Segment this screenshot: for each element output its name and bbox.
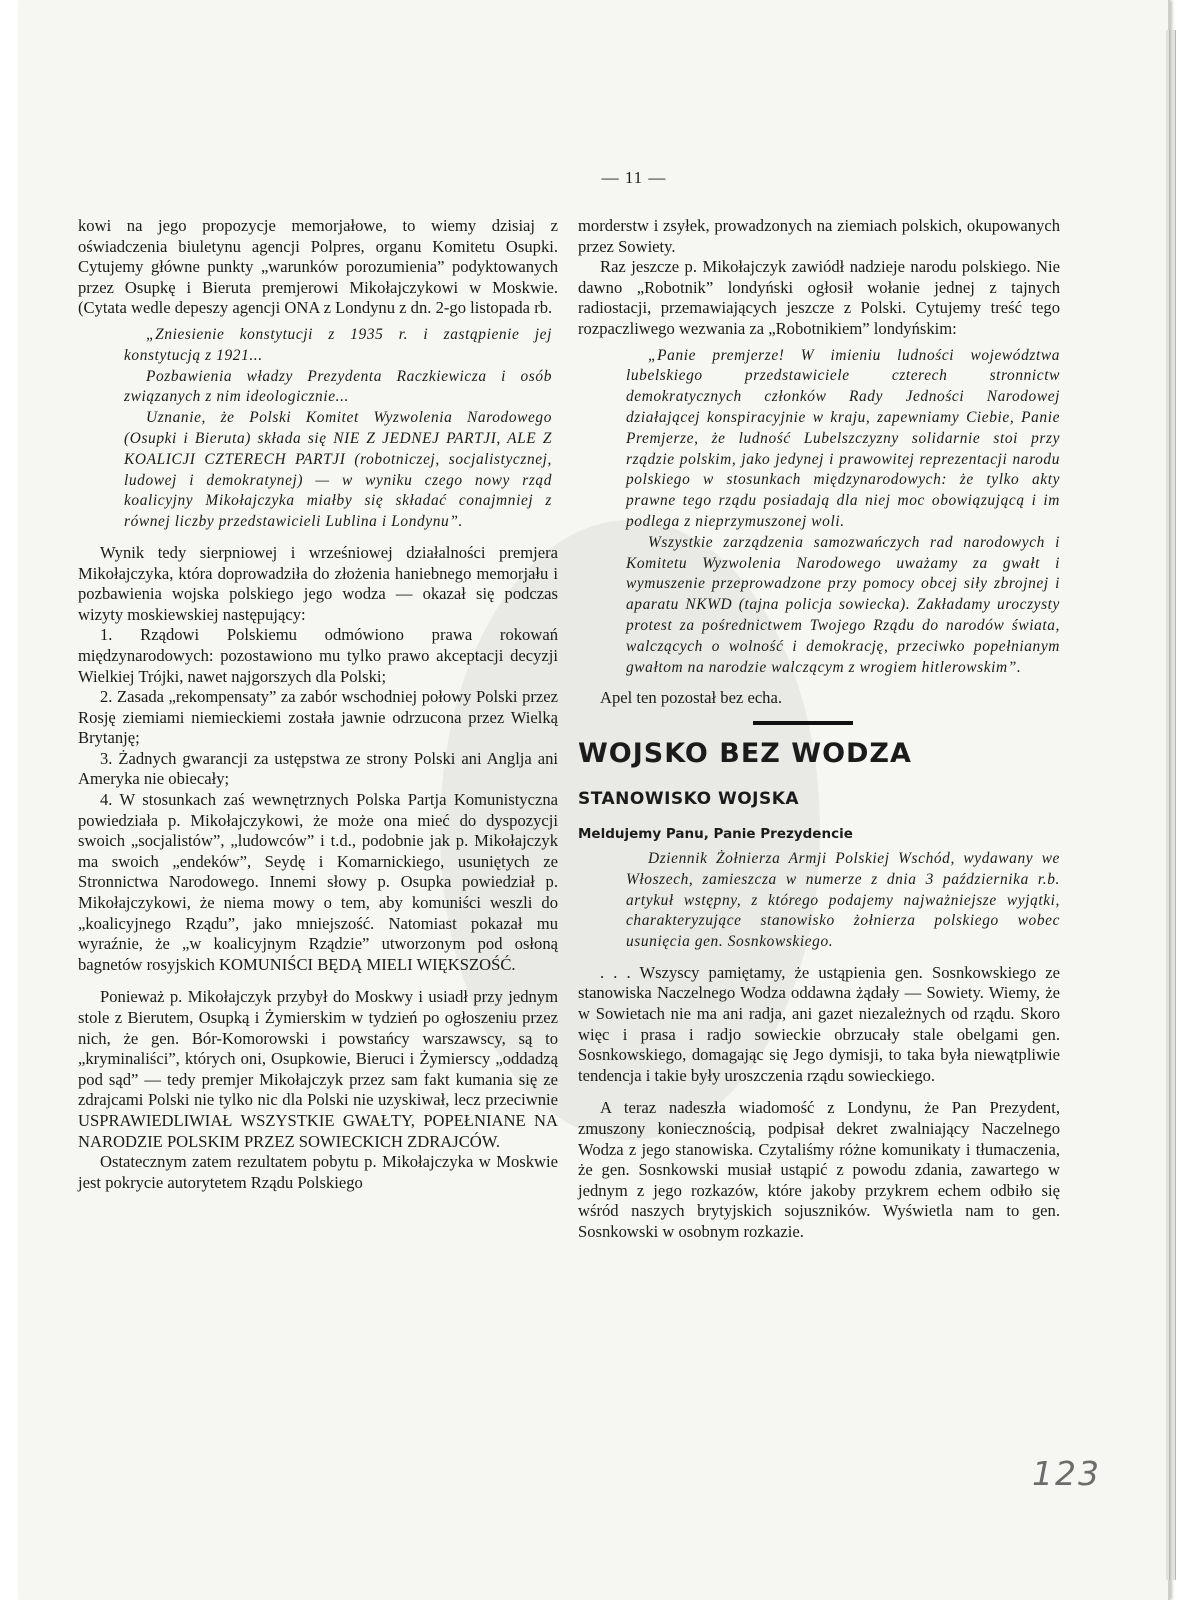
- section-heading: WOJSKO BEZ WODZA: [578, 737, 912, 769]
- quote-paragraph: „Panie premjerze! W imieniu ludności województwa lubelskiego przedstawiciele czterech stronnictw demokratycznych członków Rady Jedności Narodowej działającej konspiracyjnie w kraju, zapewniamy Ciebie, Panie Premjerze, że ludność Lubelszczyzny solidarnie stoi przy rządzie polskim, jako jedynej i prawowitej reprezentacji narodu polskiego w stosunkach międzynarodowych: że tylko akty prawne tego rządu posiadają dla niej moc obowiązującą i im podlega z nieprzymuszonej woli.: [626, 346, 1060, 530]
- list-item: 1. Rządowi Polskiemu odmówiono prawa rokowań międzynarodowych: pozostawiono mu tylko prawo akceptacji decyzji Wielkiej Trójki, nawet najgorszych dla Polski;: [78, 625, 558, 686]
- list-item: 2. Zasada „rekompensaty” za zabór wschodniej połowy Polski przez Rosję ziemiami niemieckiemi została jawnie odrzucona przez Wielką Brytanję;: [78, 687, 558, 748]
- quote-block: [124, 325, 552, 533]
- paragraph: A teraz nadeszła wiadomość z Londynu, że Pan Prezydent, zmuszony koniecznością, podpisał dekret zwalniający Naczelnego Wodza z jego stanowiska. Czytaliśmy różne komunikaty i tłumaczenia, że gen. Sosnkowski musiał ustąpić z powodu zdania, zawartego w jednym z jego rozkazów, które jakoby przykrem echem odbiło się wśród naszych brytyjskich sojuszników. Wyświetla nam to gen. Sosnkowski w osobnym rozkazie.: [578, 1098, 1060, 1242]
- quote-paragraph: Wszystkie zarządzenia samozwańczych rad narodowych i Komitetu Wyzwolenia Narodowego uważamy za gwałt i wymuszenie przeprowadzone przy pomocy obcej siły zbrojnej i aparatu NKWD (tajna policja sowiecka). Zakładamy uroczysty protest za pośrednictwem Twojego Rządu do narodów świata, walczących o wolność i demokrację, przeciwko popełnianym gwałtom na narodzie walczącym z wrogiem hitlerowskim”.: [626, 533, 1060, 676]
- paragraph: kowi na jego propozycje memorjałowe, to wiemy dzisiaj z oświadczenia biuletynu agencji Polpres, organu Komitetu Osupki. Cytujemy główne punkty „warunków porozumienia” podyktowanych przez Osupkę i Bieruta premjerowi Mikołajczykowi w Moskwie. (Cytata wedle depeszy agencji ONA z Londynu z dn. 2-go listopada rb.: [78, 216, 558, 318]
- paragraph: . . . Wszyscy pamiętamy, że ustąpienia gen. Sosnkowskiego ze stanowiska Naczelnego Wodza oddawna żądały — Sowiety. Wiemy, że w Sowietach nie ma ani radja, ani gazet niezależnych od rządu. Skoro więc i prasa i radjo sowieckie obrzucały stale obelgami gen. Sosnkowskiego, domagając się Jego dymisji, to taka była niewątpliwie tendencja i takie były uroszczenia rządu sowieckiego.: [578, 962, 1060, 1085]
- intro-paragraph: Dziennik Żołnierza Armji Polskiej Wschód, wydawany we Włoszech, zamieszcza w numerze z dnia 3 października r.b. artykuł wstępny, z którego podajemy najważniejsze wyjątki, charakteryzujące stanowisko żołnierza polskiego wobec usunięcia gen. Sosnkowskiego.: [626, 849, 1060, 951]
- article-title: Meldujemy Panu, Panie Prezydencie: [578, 825, 853, 842]
- section-subheading: STANOWISKO WOJSKA: [578, 788, 800, 809]
- page-edge: [1166, 30, 1170, 1580]
- page-number: — 11 —: [601, 168, 667, 187]
- quote-paragraph: Uznanie, że Polski Komitet Wyzwolenia Narodowego (Osupki i Bieruta) składa się NIE Z JEDNEJ PARTJI, ALE Z KOALICJI CZTERECH PARTJI (robotniczej, socjalistycznej, ludowej i demokratynej) — w wyniku czego nowy rząd koalicyjny Mikołajczyka miałby się składać conajmniej z równej liczby przedstawicieli Lublina i Londynu”.: [124, 409, 552, 531]
- handwritten-page-number: 123: [1032, 1454, 1101, 1493]
- quote-paragraph: „Zniesienie konstytucji z 1935 r. i zastąpienie jej konstytucją z 1921...: [124, 325, 552, 364]
- paragraph: Wynik tedy sierpniowej i wrześniowej działalności premjera Mikołajczyka, która doprowadziła do złożenia haniebnego memorjału i pozbawienia wojska polskiego jego wodza — okazał się podczas wizyty moskiewskiej następujący:: [78, 542, 558, 624]
- paragraph: Ostatecznym zatem rezultatem pobytu p. Mikołajczyka w Moskwie jest pokrycie autorytetem Rządu Polskiego: [78, 1152, 558, 1192]
- left-column: [78, 216, 558, 1193]
- paragraph: Apel ten pozostał bez echa.: [600, 688, 782, 708]
- paragraph: Raz jeszcze p. Mikołajczyk zawiódł nadzieje narodu polskiego. Nie dawno „Robotnik” londyński ogłosił wołanie jednej z tajnych radiostacji, przemawiających jeszcze z Polski. Cytujemy treść tego rozpaczliwego wezwania za „Robotnikiem” londyńskim:: [578, 257, 1060, 338]
- section-divider: [753, 721, 853, 725]
- list-item: 3. Żadnych gwarancji za ustępstwa ze strony Polski ani Anglja ani Ameryka nie obiecały;: [78, 748, 558, 789]
- quote-block: [626, 346, 1060, 679]
- paragraph: morderstw i zsyłek, prowadzonych na ziemiach polskich, okupowanych przez Sowiety.: [578, 216, 1060, 256]
- right-column: [578, 216, 1060, 1243]
- intro-block: [626, 849, 1060, 953]
- page-edge: [1172, 30, 1176, 1580]
- quote-paragraph: Pozbawienia władzy Prezydenta Raczkiewicza i osób związanych z nim ideologicznie...: [124, 367, 552, 406]
- paragraph: Ponieważ p. Mikołajczyk przybył do Moskwy i usiadł przy jednym stole z Bierutem, Osupką i Żymierskim w tydzień po ogłoszeniu przez nich, że gen. Bór-Komorowski i powstańcy warszawscy, są to „kryminaliści”, których oni, Osupkowie, Bieruci i Żymierscy „oddadzą pod sąd” — tedy premjer Mikołajczyk przez sam fakt kumania się ze zdrajcami Polski nie tylko nic dla Polski nie uzyskiwał, lecz przeciwnie USPRAWIEDLIWIAŁ WSZYSTKIE GWAŁTY, POPEŁNIANE NA NARODZIE POLSKIM PRZEZ SOWIECKICH ZDRAJCÓW.: [78, 987, 558, 1151]
- list-item: 4. W stosunkach zaś wewnętrznych Polska Partja Komunistyczna powiedziała p. Mikołajczykowi, że może ona mieć do dyspozycji swoich „socjalistów”, „ludowców” i t.d., podobnie jak p. Mikołajczyk ma swoich „endeków”, Seydę i Komarnickiego, usuniętych ze Stronnictwa Narodowego. Innemi słowy p. Osupka powiedział p. Mikołajczykowi, że niema mowy o tem, aby komuniści weszli do „koalicyjnego Rządu”, jako mniejszość. Natomiast pokazał mu wyraźnie, że „w koalicyjnym Rządzie” utworzonym pod osłoną bagnetów rosyjskich KOMUNIŚCI BĘDĄ MIELI WIĘKSZOŚĆ.: [78, 790, 558, 974]
